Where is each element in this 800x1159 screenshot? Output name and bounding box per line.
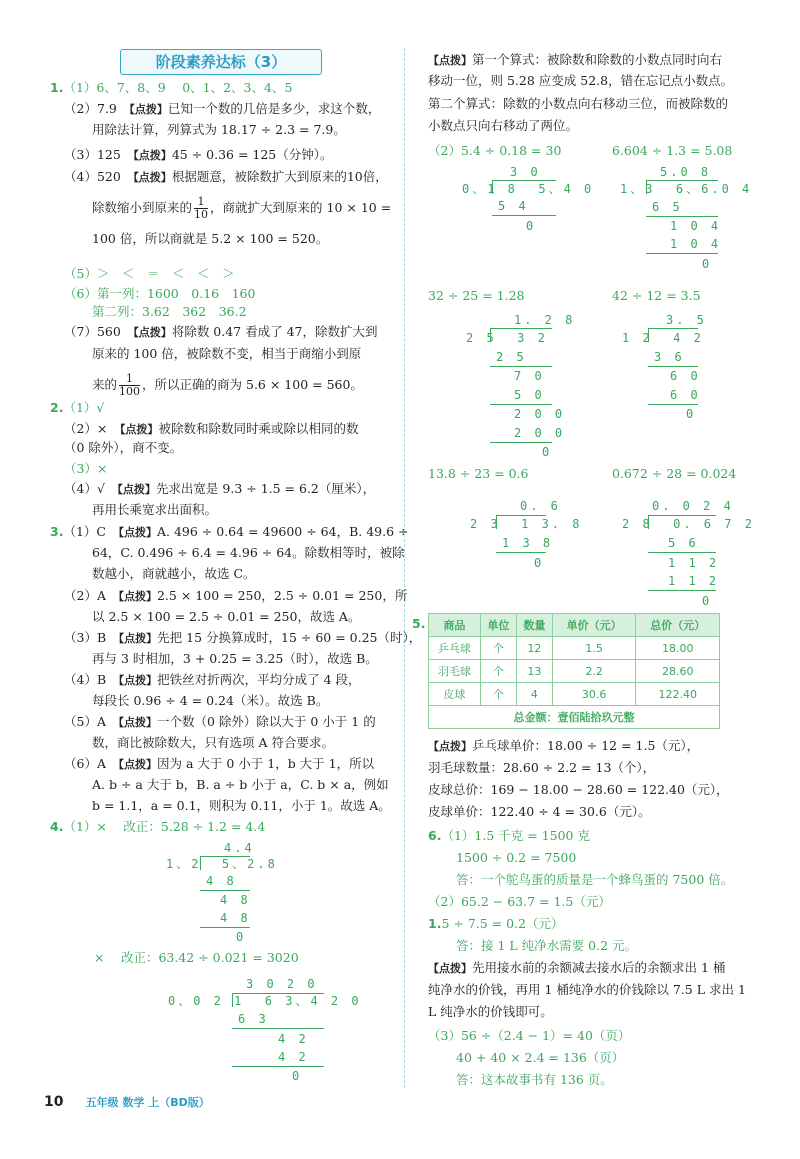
table-header: 单价（元） xyxy=(552,614,636,637)
right-line: L 纯净水的价钱即可。 xyxy=(428,1004,553,1019)
right-line: 【点拨】乒乓球单价：18.00 ÷ 12 = 1.5（元）， xyxy=(428,738,700,753)
left-line: 64，C. 0.496 ÷ 6.4 = 4.96 ÷ 64。除数相等时，被除 xyxy=(92,545,405,560)
right-line: 羽毛球数量：28.60 ÷ 2.2 = 13（个）， xyxy=(428,760,656,775)
left-line: 100 倍，所以商就是 5.2 × 100 = 520。 xyxy=(92,231,329,246)
left-line: 用除法计算，列算式为 18.17 ÷ 2.3 = 7.9。 xyxy=(92,122,346,137)
table-cell: 18.00 xyxy=(636,637,720,660)
eq-4: 42 ÷ 12 = 3.5 xyxy=(612,288,701,303)
right-line: 小数点只向右移动了两位。 xyxy=(428,118,579,133)
left-line: （4）√ 【点拨】先求出宽是 9.3 ÷ 1.5 = 6.2（厘米）， xyxy=(64,481,376,496)
right-line: 皮球总价：169 − 18.00 − 28.60 = 122.40（元）， xyxy=(428,782,729,797)
left-line: A. b ÷ a 大于 b，B. a ÷ b 小于 a，C. b × a，例如 xyxy=(92,777,389,792)
table-cell: 28.60 xyxy=(636,660,720,683)
eq-5: 13.8 ÷ 23 = 0.6 xyxy=(428,466,529,481)
table-row xyxy=(429,637,720,660)
footer-text: 五年级 数学 上（BD版） xyxy=(85,1096,210,1109)
table-cell: 122.40 xyxy=(636,683,720,706)
table-cell: 个 xyxy=(480,637,516,660)
table-cell: 1.5 xyxy=(552,637,636,660)
right-line: 皮球单价：122.40 ÷ 4 = 30.6（元）。 xyxy=(428,804,651,819)
column-divider xyxy=(404,48,405,1088)
left-line: 以 2.5 × 100 = 2.5 ÷ 0.01 = 250，故选 A。 xyxy=(92,609,361,624)
right-line: 6.（1）1.5 千克 = 1500 克 xyxy=(428,828,590,843)
left-line: （5）A 【点拨】一个数（0 除外）除以大于 0 小于 1 的 xyxy=(64,714,376,729)
left-line: 3.（1）C 【点拨】A. 496 ÷ 0.64 = 49600 ÷ 64，B. 49.6 ÷ xyxy=(50,524,409,539)
eq-2: 6.604 ÷ 1.3 = 5.08 xyxy=(612,143,733,158)
right-line: （3）56 ÷（2.4 − 1）= 40（页） xyxy=(428,1028,631,1043)
left-line: 再与 3 时相加，3 + 0.25 = 3.25（时），故选 B。 xyxy=(92,651,378,666)
table-header: 商品 xyxy=(429,614,481,637)
table-cell: 个 xyxy=(480,660,516,683)
table-header: 数量 xyxy=(516,614,552,637)
left-line: 2.（1）√ xyxy=(50,400,105,415)
left-line: 1.（1）6、7、8、9 0、1、2、3、4、5 xyxy=(50,80,293,95)
right-line: （2）65.2 − 63.7 = 1.5（元） xyxy=(428,894,611,909)
left-line: 数，商比被除数大，只有选项 A 符合要求。 xyxy=(92,735,334,750)
table-cell: 13 xyxy=(516,660,552,683)
left-line: 再用长乘宽求出面积。 xyxy=(92,502,218,517)
left-line: 第二列：3.62 362 36.2 xyxy=(92,304,247,319)
page-number: 10 xyxy=(44,1094,64,1110)
left-line: （0 除外），商不变。 xyxy=(64,440,183,455)
table-row xyxy=(429,660,720,683)
left-line: （4）B 【点拨】把铁丝对折两次，平均分成了 4 段， xyxy=(64,672,361,687)
left-line: （2）7.9 【点拨】已知一个数的几倍是多少，求这个数， xyxy=(64,101,381,116)
table-header: 单位 xyxy=(480,614,516,637)
table-header: 总价（元） xyxy=(636,614,720,637)
table-cell: 个 xyxy=(480,683,516,706)
right-line: 移动一位，则 5.28 应变成 52.8，错在忘记点小数点。 xyxy=(428,73,734,88)
left-line: （4）520 【点拨】根据题意，被除数扩大到原来的10倍， xyxy=(64,169,388,184)
table-cell: 4 xyxy=(516,683,552,706)
right-line: 40 + 40 × 2.4 = 136（页） xyxy=(456,1050,625,1065)
left-line: 每段长 0.96 ÷ 4 = 0.24（米）。故选 B。 xyxy=(92,693,329,708)
right-line: 纯净水的价钱，再用 1 桶纯净水的价钱除以 7.5 L 求出 1 xyxy=(428,982,746,997)
table-cell: 皮球 xyxy=(429,683,481,706)
left-line: （2）A 【点拨】2.5 × 100 = 250，2.5 ÷ 0.01 = 250，所 xyxy=(64,588,408,603)
left-line: （3）125 【点拨】45 ÷ 0.36 = 125（分钟）。 xyxy=(64,147,333,162)
left-line: 4.（1）× 改正：5.28 ÷ 1.2 = 4.4 xyxy=(50,819,266,834)
right-line: 答：一个鸵鸟蛋的质量是一个蜂鸟蛋的 7500 倍。 xyxy=(456,872,734,887)
eq-3: 32 ÷ 25 = 1.28 xyxy=(428,288,525,303)
right-line: 【点拨】第一个算式：被除数和除数的小数点同时向右 xyxy=(428,52,723,67)
page-title: 阶段素养达标（3） xyxy=(120,49,322,75)
table-cell: 乒乓球 xyxy=(429,637,481,660)
price-table xyxy=(428,613,720,729)
table-cell: 2.2 xyxy=(552,660,636,683)
table-row xyxy=(429,683,720,706)
right-line: 1.5 ÷ 7.5 = 0.2（元） xyxy=(428,916,564,931)
right-line: 答：这本故事书有 136 页。 xyxy=(456,1072,613,1087)
left-line: 来的 $\frac{1}{100}$ ，所以正确的商为 5.6 × 100 = 560。 xyxy=(92,372,363,398)
footer xyxy=(44,1094,210,1110)
eq-6: 0.672 ÷ 28 = 0.024 xyxy=(612,466,737,481)
table-total: 总金额：壹佰陆拾玖元整 xyxy=(429,706,720,729)
eq-1: （2）5.4 ÷ 0.18 = 30 xyxy=(428,143,562,158)
table-cell: 30.6 xyxy=(552,683,636,706)
right-line: 第二个算式：除数的小数点向右移动三位，而被除数的 xyxy=(428,96,729,111)
left-line: （2）× 【点拨】被除数和除数同时乘或除以相同的数 xyxy=(64,421,359,436)
left-line: b = 1.1，a = 0.1，则积为 0.11，小于 1。故选 A。 xyxy=(92,798,391,813)
left-line: 除数缩小到原来的 $\frac{1}{10}$ ，商就扩大到原来的 10 × 10 = xyxy=(92,195,392,221)
left-line: （3）× xyxy=(64,461,108,476)
left-line: （7）560 【点拨】将除数 0.47 看成了 47，除数扩大到 xyxy=(64,324,378,339)
table-cell: 12 xyxy=(516,637,552,660)
left-line: 数越小，商就越小，故选 C。 xyxy=(92,566,256,581)
table-cell: 羽毛球 xyxy=(429,660,481,683)
right-line: 1500 ÷ 0.2 = 7500 xyxy=(456,850,577,865)
question-5-label: 5. xyxy=(412,616,426,631)
right-line: 答：接 1 L 纯净水需要 0.2 元。 xyxy=(456,938,638,953)
left-line: （5）＞ ＜ ＝ ＜ ＜ ＞ xyxy=(64,266,235,281)
left-line: 原来的 100 倍，被除数不变，相当于商缩小到原 xyxy=(92,346,362,361)
correction-2: × 改正：63.42 ÷ 0.021 = 3020 xyxy=(94,950,299,965)
left-line: （3）B 【点拨】先把 15 分换算成时，15 ÷ 60 = 0.25（时）， xyxy=(64,630,422,645)
left-line: （6）第一列：1600 0.16 160 xyxy=(64,286,256,301)
left-line: （6）A 【点拨】因为 a 大于 0 小于 1，b 大于 1，所以 xyxy=(64,756,375,771)
right-line: 【点拨】先用接水前的余额减去接水后的余额求出 1 桶 xyxy=(428,960,726,975)
